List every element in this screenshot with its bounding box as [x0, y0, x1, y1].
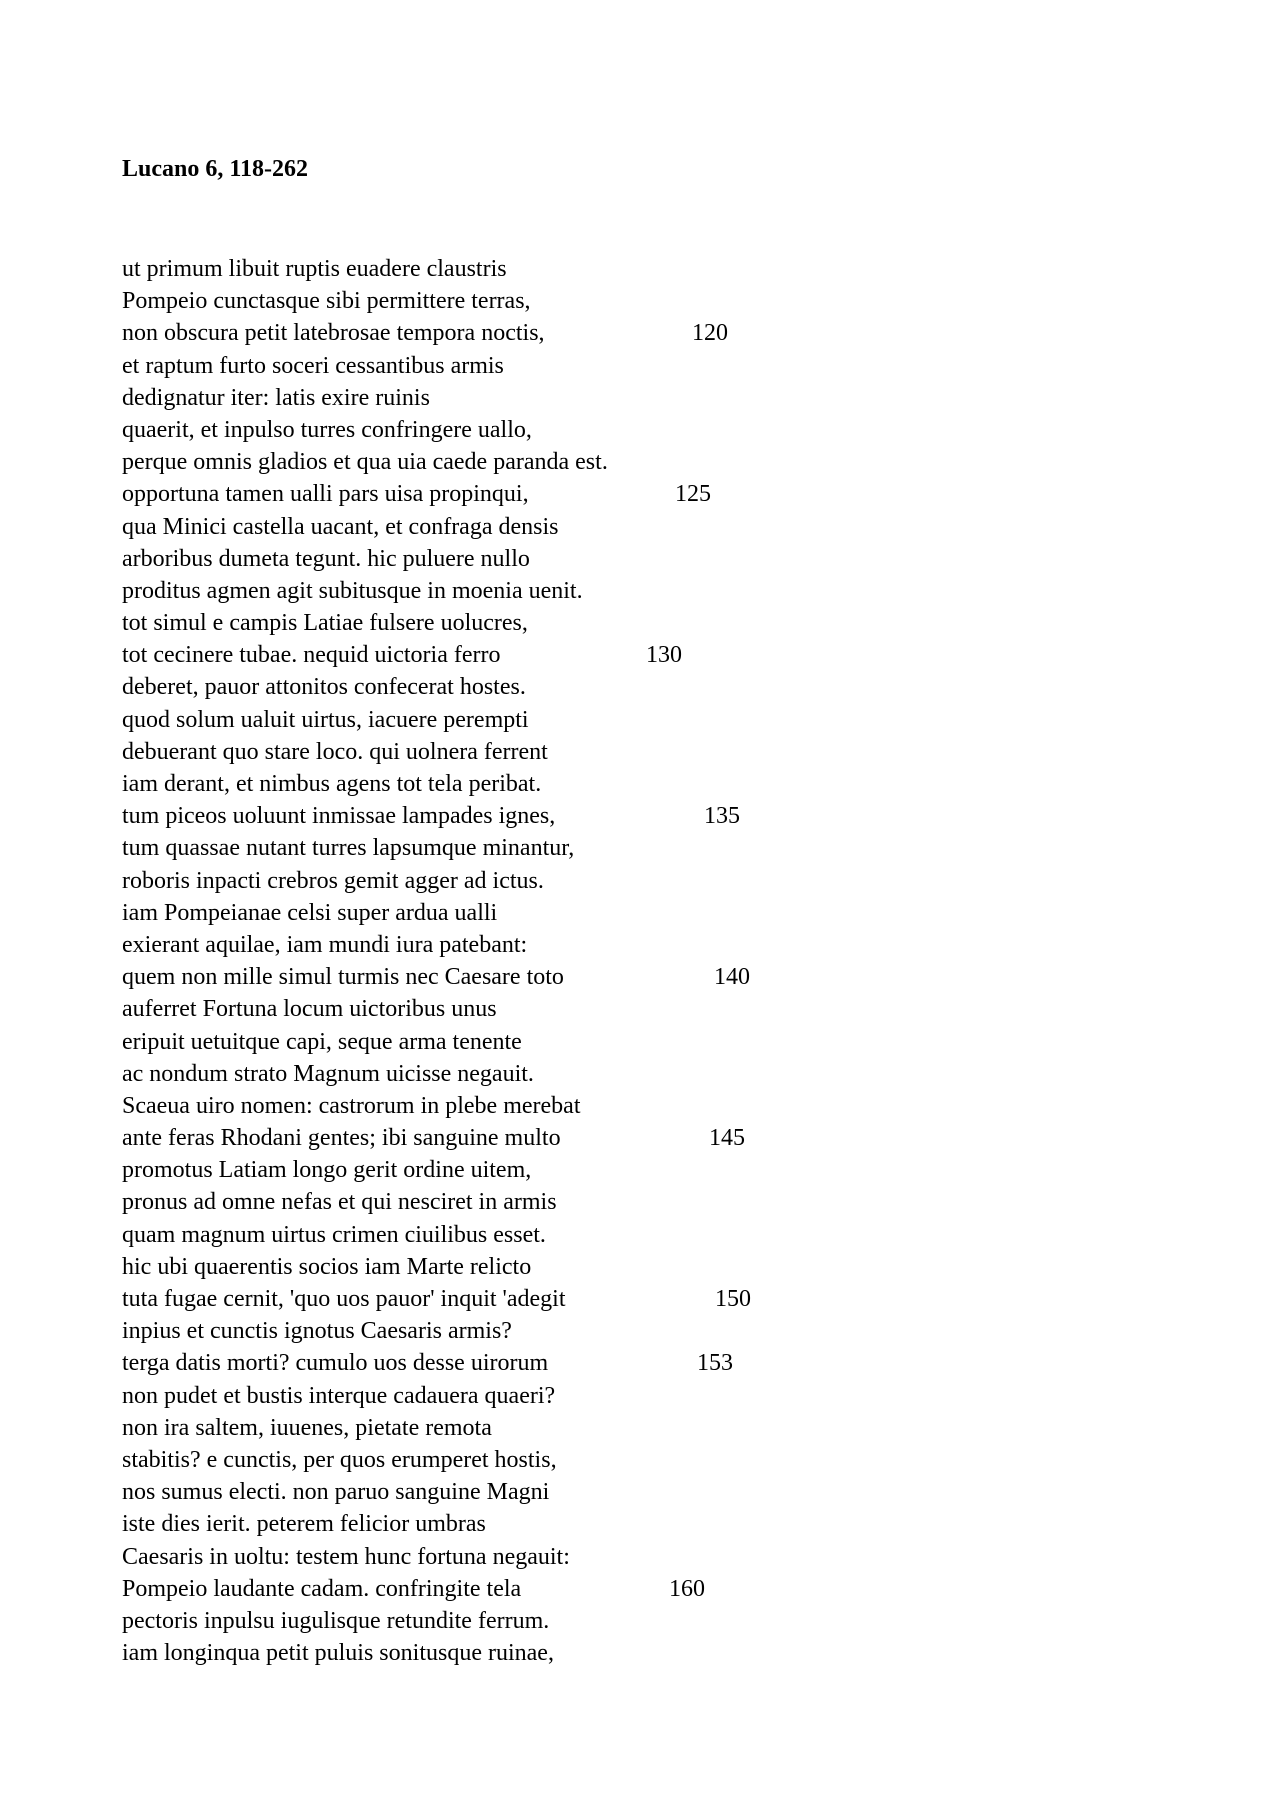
verse-line [122, 1186, 882, 1218]
verse-line [122, 1283, 882, 1315]
verse-text: arboribus dumeta tegunt. hic puluere nullo [122, 545, 530, 572]
verse-line [122, 607, 882, 639]
verse-line [122, 1026, 882, 1058]
verse-text: tot cecinere tubae. nequid uictoria ferro [122, 642, 501, 669]
verse-text: iam Pompeianae celsi super ardua ualli [122, 899, 498, 926]
verse-line [122, 768, 882, 800]
verse-line [122, 832, 882, 864]
verse-text: inpius et cunctis ignotus Caesaris armis? [122, 1318, 512, 1345]
verse-line [122, 1347, 882, 1379]
verse-number: 153 [697, 1350, 733, 1377]
verse-text: pronus ad omne nefas et qui nesciret in armis [122, 1189, 557, 1216]
verse-text: deberet, pauor attonitos confecerat hostes. [122, 674, 526, 701]
verse-line [122, 1444, 882, 1476]
verse-line [122, 865, 882, 897]
verse-number: 125 [675, 481, 711, 508]
verse-text: auferret Fortuna locum uictoribus unus [122, 996, 497, 1023]
verse-text: quam magnum uirtus crimen ciuilibus esset. [122, 1221, 546, 1248]
verse-text: iam derant, et nimbus agens tot tela peribat. [122, 771, 542, 797]
document-title: Lucano 6, 118-262 [122, 156, 309, 182]
verse-number: 150 [715, 1286, 751, 1312]
verse-line [122, 543, 882, 575]
verse-line [122, 897, 882, 929]
verse-text: opportuna tamen ualli pars uisa propinqui, [122, 481, 529, 508]
verse-text: Pompeio laudante cadam. confringite tela [122, 1575, 522, 1602]
verse-text: iste dies ierit. peterem felicior umbras [122, 1511, 486, 1538]
verse-text: tum quassae nutant turres lapsumque minantur, [122, 835, 575, 862]
verse-line [122, 253, 882, 285]
verse-line [122, 478, 882, 510]
verse-text: quod solum ualuit uirtus, iacuere perempti [122, 706, 529, 733]
verse-line [122, 736, 882, 768]
verse-line [122, 961, 882, 993]
verse-text: et raptum furto soceri cessantibus armis [122, 352, 504, 379]
verse-line [122, 800, 882, 832]
verse-line [122, 285, 882, 317]
verse-text: tot simul e campis Latiae fulsere uolucres, [122, 610, 528, 637]
verse-number: 160 [669, 1575, 705, 1602]
verse-text: roboris inpacti crebros gemit agger ad ictus. [122, 867, 544, 894]
verse-line [122, 639, 882, 671]
verse-line [122, 350, 882, 382]
verse-number: 120 [692, 320, 728, 347]
verse-text: Caesaris in uoltu: testem hunc fortuna negauit: [122, 1543, 570, 1570]
verse-line [122, 1219, 882, 1251]
verse-line [122, 1573, 882, 1605]
verse-line [122, 671, 882, 703]
verse-text: quem non mille simul turmis nec Caesare toto [122, 964, 564, 991]
verse-text: proditus agmen agit subitusque in moenia uenit. [122, 577, 583, 604]
verse-line [122, 1122, 882, 1154]
verse-text: debuerant quo stare loco. qui uolnera ferrent [122, 738, 548, 765]
verse-line [122, 382, 882, 414]
verse-line [122, 1251, 882, 1283]
verse-line [122, 1476, 882, 1508]
verse-text: non ira saltem, iuuenes, pietate remota [122, 1414, 492, 1441]
verse-line [122, 1412, 882, 1444]
verse-number: 130 [646, 642, 682, 669]
verse-text: quaerit, et inpulso turres confringere uallo, [122, 416, 532, 443]
verse-line [122, 993, 882, 1025]
verse-line [122, 575, 882, 607]
verse-number: 135 [704, 803, 740, 830]
verse-text: non pudet et bustis interque cadauera quaeri? [122, 1382, 556, 1409]
verse-text: ut primum libuit ruptis euadere claustris [122, 256, 507, 282]
verse-text: exierant aquilae, iam mundi iura patebant: [122, 931, 528, 958]
verse-line [122, 1541, 882, 1573]
verse-text: eripuit uetuitque capi, seque arma tenente [122, 1028, 522, 1055]
verse-line [122, 1315, 882, 1347]
verse-text: Scaeua uiro nomen: castrorum in plebe merebat [122, 1092, 581, 1119]
verse-line [122, 446, 882, 478]
verse-text: tuta fugae cernit, 'quo uos pauor' inquit 'adegit [122, 1286, 566, 1312]
verse-text: dedignatur iter: latis exire ruinis [122, 384, 430, 411]
verse-text: iam longinqua petit puluis sonitusque ruinae, [122, 1640, 554, 1667]
verse-line [122, 929, 882, 961]
verse-line [122, 1058, 882, 1090]
verse-block [122, 253, 882, 1669]
verse-text: pectoris inpulsu iugulisque retundite ferrum. [122, 1607, 550, 1634]
verse-text: stabitis? e cunctis, per quos erumperet hostis, [122, 1446, 557, 1473]
verse-line [122, 414, 882, 446]
verse-text: ac nondum strato Magnum uicisse negauit. [122, 1060, 534, 1087]
verse-text: non obscura petit latebrosae tempora noctis, [122, 320, 545, 347]
verse-text: perque omnis gladios et qua uia caede paranda est. [122, 449, 608, 476]
verse-text: tum piceos uoluunt inmissae lampades ignes, [122, 803, 556, 830]
verse-line [122, 704, 882, 736]
verse-number: 140 [714, 964, 750, 991]
verse-line [122, 317, 882, 349]
verse-number: 145 [709, 1125, 745, 1152]
verse-text: Pompeio cunctasque sibi permittere terras, [122, 288, 531, 315]
verse-text: hic ubi quaerentis socios iam Marte relicto [122, 1253, 532, 1280]
verse-text: terga datis morti? cumulo uos desse uirorum [122, 1350, 549, 1377]
verse-line [122, 1605, 882, 1637]
verse-line [122, 1380, 882, 1412]
verse-line [122, 1508, 882, 1540]
verse-text: nos sumus electi. non paruo sanguine Magni [122, 1479, 550, 1506]
verse-line [122, 1090, 882, 1122]
verse-line [122, 1154, 882, 1186]
verse-text: ante feras Rhodani gentes; ibi sanguine multo [122, 1125, 561, 1152]
verse-line [122, 511, 882, 543]
verse-text: promotus Latiam longo gerit ordine uitem, [122, 1157, 532, 1184]
verse-text: qua Minici castella uacant, et confraga densis [122, 513, 559, 540]
verse-line [122, 1637, 882, 1669]
